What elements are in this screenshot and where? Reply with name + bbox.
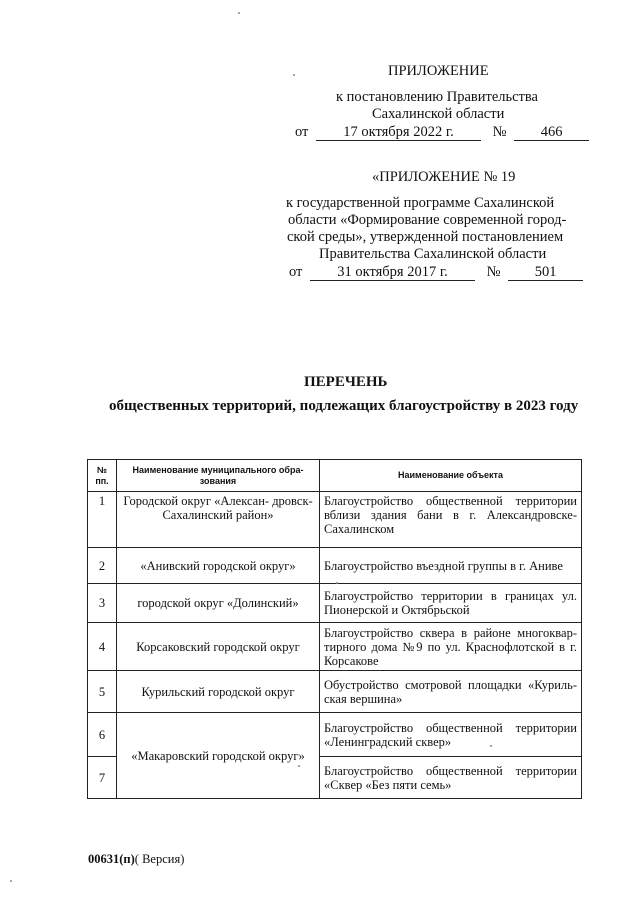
header-num: № пп.: [88, 460, 117, 492]
header2-line2: области «Формирование современной город-: [288, 212, 567, 228]
row-num: 2: [88, 548, 117, 584]
decree-number: 466: [514, 125, 589, 141]
program-number: 501: [508, 265, 583, 281]
version-label: ( Версия): [134, 852, 185, 866]
scan-speck: [293, 74, 295, 76]
scan-speck: [490, 745, 492, 747]
table-row: [88, 671, 582, 713]
document-subtitle: общественных территорий, подлежащих благоустройству в 2023 году: [109, 398, 579, 414]
row-municipality: городской округ «Долинский»: [117, 584, 320, 623]
territories-table: [87, 459, 582, 799]
decree-date: 17 октября 2022 г.: [316, 125, 481, 141]
row-object: Благоустройство общественной территории «Сквер «Без пяти семь»: [320, 757, 582, 799]
document-code: 00631(п): [88, 852, 135, 866]
row-object: Благоустройство сквера в районе многоквар- тирного дома №9 по ул. Краснофлотской в г. Корсакове: [320, 623, 582, 671]
header2-date-line: [289, 264, 583, 281]
row-municipality: Городской округ «Алексан- дровск-Сахалинский район»: [117, 492, 320, 548]
row-object: Благоустройство въездной группы в г. Аниве: [320, 548, 582, 584]
row-num: 6: [88, 713, 117, 757]
header1-date-line: [295, 124, 589, 141]
header2-line3: ской среды», утвержденной постановлением: [287, 229, 564, 245]
scan-speck: [298, 765, 300, 767]
header2-title: «ПРИЛОЖЕНИЕ № 19: [372, 169, 516, 185]
row-municipality: «Анивский городской округ»: [117, 548, 320, 584]
row-municipality: Корсаковский городской округ: [117, 623, 320, 671]
row-num: 7: [88, 757, 117, 799]
header1-line2: Сахалинской области: [372, 106, 505, 122]
row-municipality: «Макаровский городской округ»: [117, 713, 320, 799]
number-label: №: [486, 264, 501, 280]
table-row: [88, 548, 582, 584]
row-num: 4: [88, 623, 117, 671]
header-object: Наименование объекта: [320, 460, 582, 492]
row-num: 3: [88, 584, 117, 623]
header1-title: ПРИЛОЖЕНИЕ: [388, 63, 489, 79]
table-row: [88, 713, 582, 757]
scan-speck: [10, 880, 12, 882]
scan-speck: [238, 12, 240, 14]
footer-code: [88, 852, 184, 867]
header2-line4: Правительства Сахалинской области: [319, 246, 547, 262]
header-municipality: Наименование муниципального обра- зования: [117, 460, 320, 492]
row-object: Благоустройство территории в границах ул. Пионерской и Октябрьской: [320, 584, 582, 623]
document-title: ПЕРЕЧЕНЬ: [304, 374, 388, 390]
program-date: 31 октября 2017 г.: [310, 265, 475, 281]
header2-line1: к государственной программе Сахалинской: [286, 195, 555, 211]
row-object: Благоустройство общественной территории вблизи здания бани в г. Александровске-Сахалинском: [320, 492, 582, 548]
table-row: [88, 623, 582, 671]
table-row: [88, 492, 582, 548]
from-label: от: [289, 264, 303, 280]
scan-speck: [336, 582, 338, 584]
row-num: 5: [88, 671, 117, 713]
row-object: Благоустройство общественной территории «Ленинградский сквер»: [320, 713, 582, 757]
table-header-row: [88, 460, 582, 492]
table-row: [88, 584, 582, 623]
row-object: Обустройство смотровой площадки «Куриль- ская вершина»: [320, 671, 582, 713]
row-municipality: Курильский городской округ: [117, 671, 320, 713]
from-label: от: [295, 124, 309, 140]
number-label: №: [492, 124, 507, 140]
header1-line1: к постановлению Правительства: [336, 89, 538, 105]
row-num: 1: [88, 492, 117, 548]
